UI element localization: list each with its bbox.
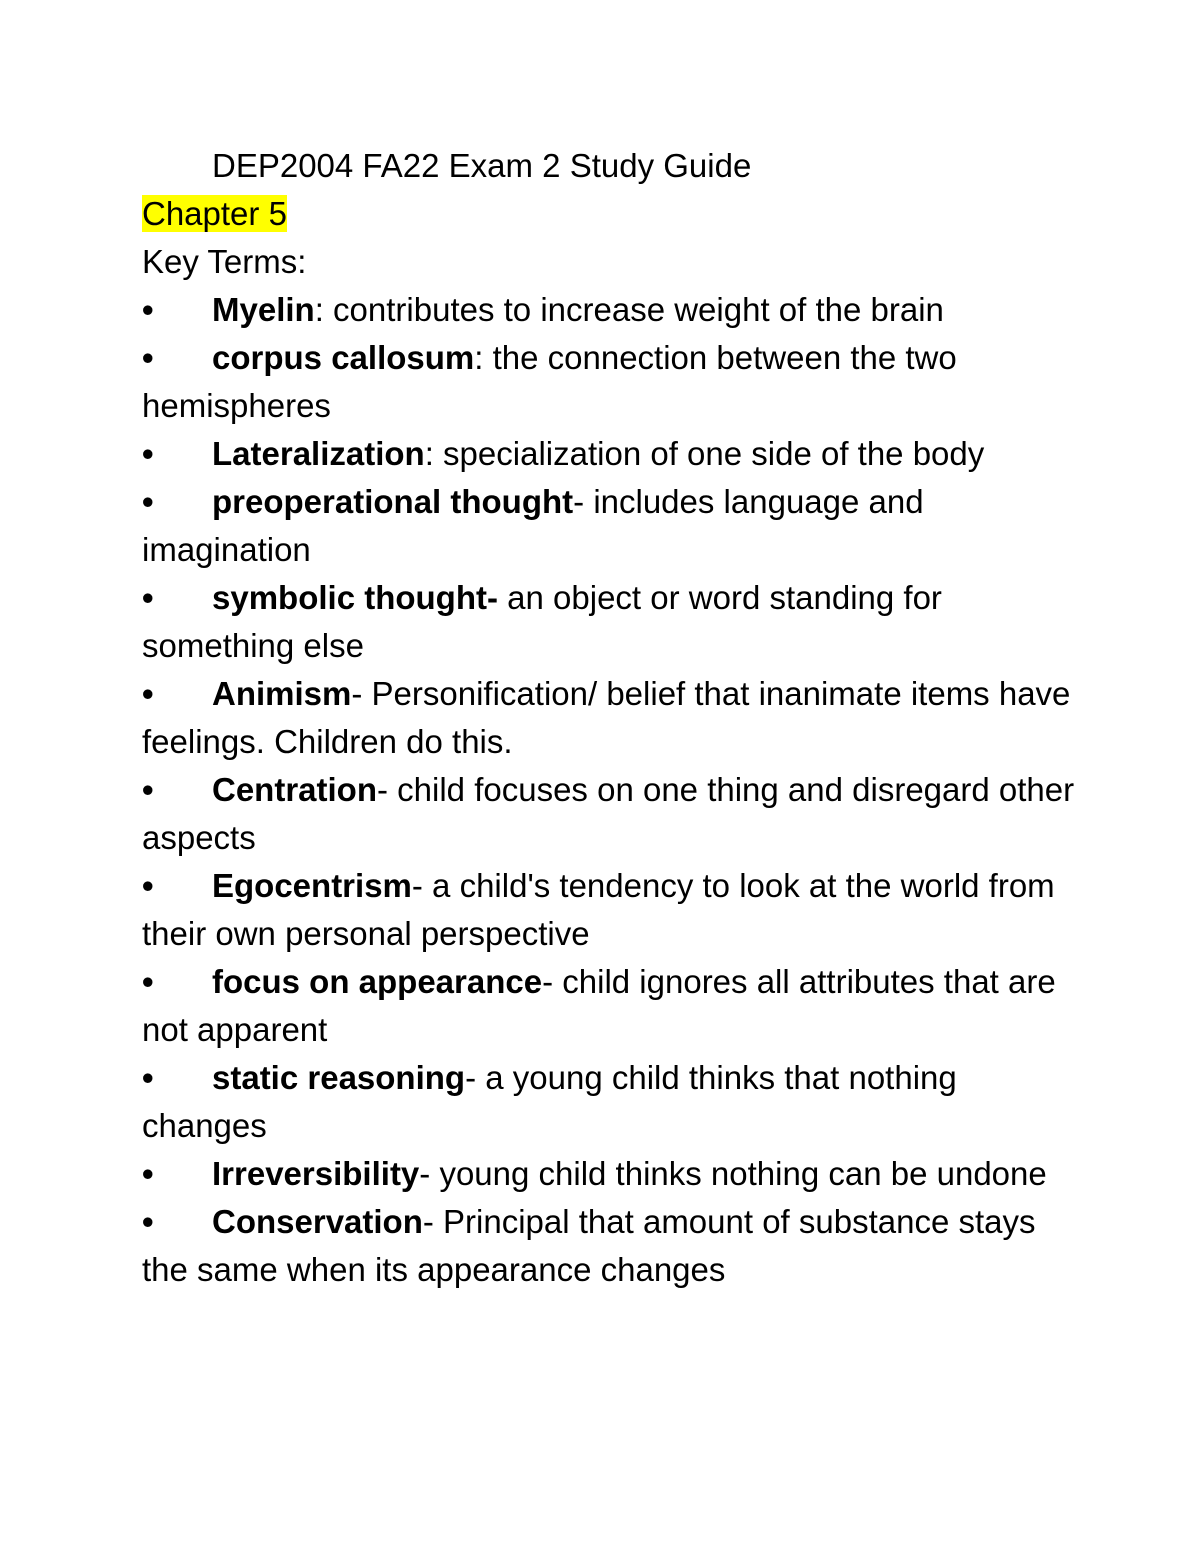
term-definition: : the connection between the two hemispheres [142,339,957,424]
term-definition: - child ignores all attributes that are not apparent [142,963,1056,1048]
chapter-heading: Chapter 5 [142,195,287,232]
term-item-lateralization [142,430,1082,478]
term-definition: : contributes to increase weight of the brain [314,291,944,328]
term-item-animism [142,670,1082,766]
bullet-icon: • [142,339,154,376]
bullet-icon: • [142,867,154,904]
bullet-icon: • [142,675,154,712]
bullet-icon: • [142,1155,154,1192]
bullet-icon: • [142,1059,154,1096]
term-name: Animism [212,675,352,712]
term-definition: - Principal that amount of substance stays the same when its appearance changes [142,1203,1036,1288]
bullet-icon: • [142,963,154,1000]
term-name: corpus callosum [212,339,475,376]
term-name: preoperational thought [212,483,574,520]
term-definition: - a young child thinks that nothing changes [142,1059,957,1144]
term-list [142,286,1082,1294]
term-name: Egocentrism [212,867,412,904]
term-name: Centration [212,771,377,808]
bullet-icon: • [142,579,154,616]
term-definition: - includes language and imagination [142,483,924,568]
term-name: Lateralization [212,435,425,472]
term-item-centration [142,766,1082,862]
term-definition: an object or word standing for something else [142,579,942,664]
term-definition: - young child thinks nothing can be undone [419,1155,1047,1192]
term-name: focus on appearance [212,963,543,1000]
term-item-symbolic-thought [142,574,1082,670]
term-name: symbolic thought- [212,579,498,616]
term-item-preoperational-thought [142,478,1082,574]
term-name: Irreversibility [212,1155,420,1192]
term-definition: - Personification/ belief that inanimate items have feelings. Children do this. [142,675,1071,760]
bullet-icon: • [142,1203,154,1240]
term-name: Conservation [212,1203,423,1240]
bullet-icon: • [142,291,154,328]
term-definition: - a child's tendency to look at the world from their own personal perspective [142,867,1055,952]
bullet-icon: • [142,483,154,520]
term-item-irreversibility [142,1150,1082,1198]
key-terms-label: Key Terms: [142,243,307,280]
term-item-myelin [142,286,1082,334]
document-title: DEP2004 FA22 Exam 2 Study Guide [212,147,752,184]
term-definition: - child focuses on one thing and disregard other aspects [142,771,1075,856]
term-name: static reasoning [212,1059,466,1096]
bullet-icon: • [142,435,154,472]
term-definition: : specialization of one side of the body [424,435,985,472]
term-item-corpus-callosum [142,334,1082,430]
chapter-heading-row [142,190,1082,238]
term-item-static-reasoning [142,1054,1082,1150]
term-item-egocentrism [142,862,1082,958]
document-page [142,142,1082,1294]
term-item-focus-on-appearance [142,958,1082,1054]
term-name: Myelin [212,291,315,328]
term-item-conservation [142,1198,1082,1294]
bullet-icon: • [142,771,154,808]
